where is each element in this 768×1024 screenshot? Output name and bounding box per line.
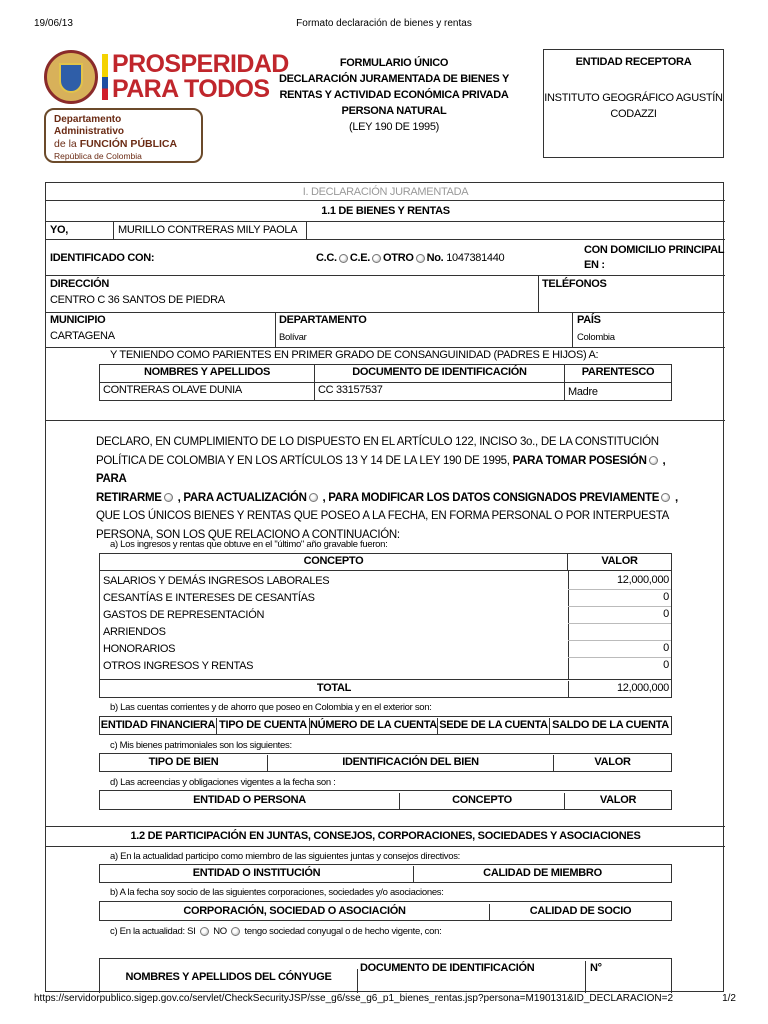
parientes-header: PARENTESCO (565, 365, 671, 383)
declaration-text: DECLARO, EN CUMPLIMIENTO DE LO DISPUESTO EN EL ARTÍCULO 122, INCISO 3o., DE LA CONSTITUCIÓN POLÍTICA DE COLOMBIA Y EN LOS ARTÍCULOS 13 Y 14 DE LA LEY 190 DE 1995, PARA TOMAR POSESIÓN , PARA RETIRARME , PARA ACTUALIZACIÓN , PARA MODIFICAR LOS DATOS CONSIGNADOS PREVIAMENTE , QUE LOS ÚNICOS BIENES Y RENTAS QUE POSEO A LA FECHA, EN FORMA PERSONAL O POR INTERPUESTA PERSONA, SON LOS QUE RELACIONO A CONTINUACIÓN: (96, 436, 678, 541)
bienes-table (99, 753, 672, 772)
cuentas-table (99, 716, 672, 735)
tomar-posesion-radio[interactable] (649, 456, 658, 465)
cuentas-intro: b) Las cuentas corrientes y de ahorro que poseo en Colombia y en el exterior son: (110, 702, 432, 713)
funcion-publica-logo: Departamento Administrativo de la FUNCIÓN PÚBLICA República de Colombia (44, 108, 203, 163)
print-date: 19/06/13 (34, 18, 73, 29)
total-value: 12,000,000 (568, 681, 671, 697)
ingreso-valor: 0 (663, 642, 669, 654)
ingreso-valor: 0 (663, 659, 669, 671)
yo-label: YO, (50, 224, 69, 236)
form-title: FORMULARIO ÚNICO DECLARACIÓN JURAMENTADA DE BIENES Y RENTAS Y ACTIVIDAD ECONÓMICA PRIVADA PERSONA NATURAL (LEY 190 DE 1995) (278, 57, 510, 133)
conyuge-table (99, 958, 672, 993)
municipio-label: MUNICIPIO (50, 314, 106, 326)
ingreso-valor: 0 (663, 591, 669, 603)
acreencias-header: VALOR (599, 794, 637, 806)
otro-radio[interactable] (416, 254, 425, 263)
sociedades-header: CALIDAD DE SOCIO (529, 905, 632, 917)
pais-value: Colombia (577, 332, 615, 343)
entity-box (543, 49, 724, 158)
bienes-header: IDENTIFICACIÓN DEL BIEN (268, 755, 554, 772)
pariente-documento: CC 33157537 (315, 383, 565, 400)
cuentas-header: SEDE DE LA CUENTA (438, 718, 550, 735)
print-url: https://servidorpublico.sigep.gov.co/servlet/CheckSecurityJSP/sse_g6/sse_g6_p1_bienes_rentas.jsp?persona=M190131&ID_DECLARACION=2 (34, 993, 674, 1004)
actualizacion-radio[interactable] (309, 493, 318, 502)
id-type-group: C.C. C.E. OTRO No. 1047381440 (316, 252, 505, 264)
colombia-seal-icon (44, 50, 98, 104)
ingresos-table (99, 553, 672, 698)
id-number: 1047381440 (446, 252, 505, 264)
juntas-table (99, 864, 672, 883)
municipio-value: CARTAGENA (50, 330, 115, 342)
direccion-value: CENTRO C 36 SANTOS DE PIEDRA (50, 294, 225, 306)
ingreso-valor: 12,000,000 (616, 574, 669, 586)
retirarme-radio[interactable] (164, 493, 173, 502)
juntas-header: ENTIDAD O INSTITUCIÓN (100, 866, 414, 883)
si-radio[interactable] (200, 927, 209, 936)
ingreso-concepto: OTROS INGRESOS Y RENTAS (103, 660, 254, 672)
sociedades-table (99, 901, 672, 921)
departamento-value: Bolívar (279, 332, 307, 343)
print-page: 1/2 (722, 993, 736, 1004)
section12-title: 1.2 DE PARTICIPACIÓN EN JUNTAS, CONSEJOS, CORPORACIONES, SOCIEDADES Y ASOCIACIONES (130, 830, 641, 842)
cc-radio[interactable] (339, 254, 348, 263)
declaration-form (45, 182, 724, 992)
concepto-header: CONCEPTO (100, 554, 568, 571)
entity-label: ENTIDAD RECEPTORA (575, 56, 692, 68)
parientes-header: DOCUMENTO DE IDENTIFICACIÓN (315, 365, 565, 383)
ingreso-concepto: ARRIENDOS (103, 626, 166, 638)
ingreso-concepto: HONORARIOS (103, 643, 176, 655)
bienes-header: TIPO DE BIEN (100, 755, 268, 772)
pais-label: PAÍS (577, 314, 601, 326)
telefonos-label: TELÉFONOS (542, 278, 607, 290)
parientes-header: NOMBRES Y APELLIDOS (100, 365, 315, 383)
sociedades-intro: b) A la fecha soy socio de las siguientes corporaciones, sociedades y/o asociaciones: (110, 887, 444, 898)
parientes-text: Y TENIENDO COMO PARIENTES EN PRIMER GRADO DE CONSANGUINIDAD (PADRES E HIJOS) A: (110, 349, 599, 361)
acreencias-table (99, 790, 672, 810)
juntas-header: CALIDAD DE MIEMBRO (483, 867, 602, 879)
ingreso-concepto: GASTOS DE REPRESENTACIÓN (103, 609, 265, 621)
domicilio-label: CON DOMICILIO PRINCIPAL EN : (584, 244, 725, 271)
cuentas-header: TIPO DE CUENTA (217, 718, 310, 735)
conyuge-header: NOMBRES Y APELLIDOS DEL CÓNYUGE (100, 969, 358, 993)
conyuge-header: N° (590, 962, 602, 974)
total-label: TOTAL (316, 682, 352, 694)
ingreso-concepto: SALARIOS Y DEMÁS INGRESOS LABORALES (103, 575, 330, 587)
valor-header: VALOR (568, 554, 671, 571)
print-doc-title: Formato declaración de bienes y rentas (296, 18, 472, 29)
cuentas-header: SALDO DE LA CUENTA (552, 719, 669, 731)
id-label: IDENTIFICADO CON: (50, 252, 155, 264)
conyuge-header: DOCUMENTO DE IDENTIFICACIÓN (358, 961, 586, 993)
ingreso-concepto: CESANTÍAS E INTERESES DE CESANTÍAS (103, 592, 315, 604)
conyugal-intro: c) En la actualidad: SI NO tengo sociedad conyugal o de hecho vigente, con: (110, 926, 442, 937)
flag-bar-icon (102, 54, 108, 100)
departamento-label: DEPARTAMENTO (279, 314, 367, 326)
parientes-table (99, 364, 672, 401)
acreencias-header: ENTIDAD O PERSONA (100, 793, 400, 810)
acreencias-header: CONCEPTO (400, 793, 565, 810)
no-radio[interactable] (231, 927, 240, 936)
acreencias-intro: d) Las acreencias y obligaciones vigentes a la fecha son : (110, 777, 336, 788)
ingreso-valor: 0 (663, 608, 669, 620)
cuentas-header: NÚMERO DE LA CUENTA (310, 718, 438, 735)
yo-value: MURILLO CONTRERAS MILY PAOLA (118, 224, 298, 236)
pariente-nombre: CONTRERAS OLAVE DUNIA (100, 383, 315, 400)
ce-radio[interactable] (372, 254, 381, 263)
section-title: I. DECLARACIÓN JURAMENTADA (302, 186, 469, 198)
cuentas-header: ENTIDAD FINANCIERA (100, 718, 217, 735)
sociedades-header: CORPORACIÓN, SOCIEDAD O ASOCIACIÓN (100, 904, 490, 921)
ingresos-intro: a) Los ingresos y rentas que obtuve en el "último" año gravable fueron: (110, 539, 388, 550)
pariente-parentesco: Madre (568, 386, 598, 398)
brand-text: PROSPERIDAD PARA TODOS (112, 50, 289, 103)
bienes-header: VALOR (594, 756, 631, 768)
subsection-title: 1.1 DE BIENES Y RENTAS (321, 205, 450, 217)
prosperidad-logo (44, 48, 289, 108)
direccion-label: DIRECCIÓN (50, 278, 110, 290)
bienes-intro: c) Mis bienes patrimoniales son los siguientes: (110, 740, 292, 751)
juntas-intro: a) En la actualidad participo como miembro de las siguientes juntas y consejos directivos: (110, 851, 461, 862)
modificar-radio[interactable] (661, 493, 670, 502)
entity-value: INSTITUTO GEOGRÁFICO AGUSTÍN CODAZZI (544, 92, 723, 120)
